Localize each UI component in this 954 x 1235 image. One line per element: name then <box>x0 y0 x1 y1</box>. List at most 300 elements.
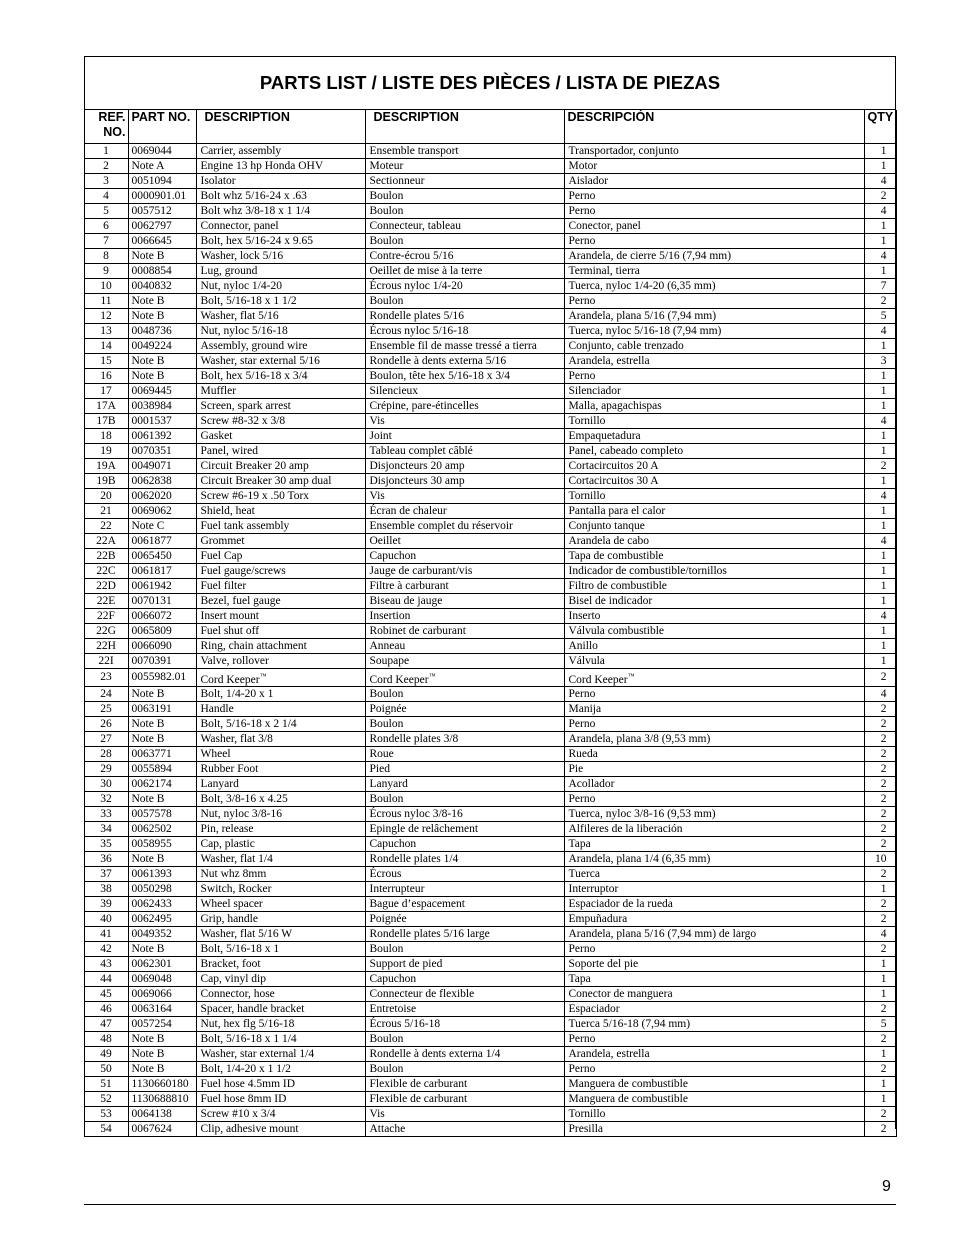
part-number-cell: Note B <box>128 732 196 747</box>
qty-cell: 2 <box>864 942 896 957</box>
description-en-cell: Nut whz 8mm <box>196 867 365 882</box>
qty-cell: 1 <box>864 1047 896 1062</box>
column-header-qty: QTY <box>864 110 896 143</box>
description-en-cell: Clip, adhesive mount <box>196 1122 365 1137</box>
description-fr-cell: Boulon <box>365 1032 564 1047</box>
description-fr-cell: Disjoncteurs 20 amp <box>365 458 564 473</box>
description-es-cell: Perno <box>564 293 864 308</box>
part-number-cell: 0061817 <box>128 563 196 578</box>
description-fr-cell: Vis <box>365 1107 564 1122</box>
ref-cell: 47 <box>84 1017 128 1032</box>
part-number-cell: 0069044 <box>128 143 196 158</box>
description-es-cell: Espaciador <box>564 1002 864 1017</box>
qty-cell: 1 <box>864 593 896 608</box>
ref-cell: 41 <box>84 927 128 942</box>
description-fr-cell: Sectionneur <box>365 173 564 188</box>
ref-cell: 35 <box>84 837 128 852</box>
table-row <box>84 957 896 972</box>
description-es-cell: Rueda <box>564 747 864 762</box>
table-row <box>84 158 896 173</box>
part-number-cell: Note B <box>128 852 196 867</box>
ref-cell: 22B <box>84 548 128 563</box>
description-es-cell: Silenciador <box>564 383 864 398</box>
description-fr-cell: Entretoise <box>365 1002 564 1017</box>
description-fr-cell: Rondelle plates 3/8 <box>365 732 564 747</box>
table-row <box>84 188 896 203</box>
footer-rule <box>84 1204 896 1205</box>
description-en-cell: Valve, rollover <box>196 653 365 668</box>
description-es-cell: Tornillo <box>564 413 864 428</box>
qty-cell: 2 <box>864 777 896 792</box>
description-fr-cell: Contre-écrou 5/16 <box>365 248 564 263</box>
description-en-cell: Screw #10 x 3/4 <box>196 1107 365 1122</box>
part-number-cell: 0057578 <box>128 807 196 822</box>
qty-cell: 1 <box>864 972 896 987</box>
parts-list-frame <box>84 56 896 1136</box>
description-es-cell: Arandela, plana 3/8 (9,53 mm) <box>564 732 864 747</box>
ref-cell: 34 <box>84 822 128 837</box>
table-row <box>84 368 896 383</box>
part-number-cell: 0070351 <box>128 443 196 458</box>
description-fr-cell: Jauge de carburant/vis <box>365 563 564 578</box>
table-header-row <box>84 110 896 143</box>
table-row <box>84 488 896 503</box>
qty-cell: 4 <box>864 413 896 428</box>
ref-cell: 22F <box>84 608 128 623</box>
ref-cell: 5 <box>84 203 128 218</box>
qty-cell: 7 <box>864 278 896 293</box>
description-fr-cell: Oeillet de mise à la terre <box>365 263 564 278</box>
description-en-cell: Panel, wired <box>196 443 365 458</box>
description-es-cell: Aislador <box>564 173 864 188</box>
ref-cell: 9 <box>84 263 128 278</box>
description-en-cell: Fuel Cap <box>196 548 365 563</box>
description-en-cell: Bolt, hex 5/16-18 x 3/4 <box>196 368 365 383</box>
ref-cell: 22I <box>84 653 128 668</box>
part-number-cell: 0000901.01 <box>128 188 196 203</box>
description-en-cell: Screw #6-19 x .50 Torx <box>196 488 365 503</box>
description-en-cell: Bolt, 5/16-18 x 2 1/4 <box>196 717 365 732</box>
description-es-cell: Perno <box>564 233 864 248</box>
ref-cell: 19 <box>84 443 128 458</box>
description-fr-cell: Rondelle plates 1/4 <box>365 852 564 867</box>
qty-cell: 1 <box>864 233 896 248</box>
description-fr-cell: Ensemble transport <box>365 143 564 158</box>
part-number-cell: 0051094 <box>128 173 196 188</box>
part-number-cell: 0062020 <box>128 488 196 503</box>
qty-cell: 1 <box>864 503 896 518</box>
ref-cell: 53 <box>84 1107 128 1122</box>
qty-cell: 1 <box>864 578 896 593</box>
qty-cell: 2 <box>864 822 896 837</box>
ref-cell: 16 <box>84 368 128 383</box>
description-fr-cell: Flexible de carburant <box>365 1077 564 1092</box>
ref-cell: 10 <box>84 278 128 293</box>
table-row <box>84 867 896 882</box>
description-es-cell: Soporte del pie <box>564 957 864 972</box>
description-es-cell: Perno <box>564 792 864 807</box>
qty-cell: 1 <box>864 368 896 383</box>
table-row <box>84 248 896 263</box>
description-en-cell: Washer, flat 1/4 <box>196 852 365 867</box>
description-fr-cell: Rondelle à dents externa 1/4 <box>365 1047 564 1062</box>
table-row <box>84 533 896 548</box>
part-number-cell: 0063191 <box>128 702 196 717</box>
table-row <box>84 203 896 218</box>
table-row <box>84 413 896 428</box>
table-row <box>84 732 896 747</box>
description-en-cell: Bolt, 1/4-20 x 1 1/2 <box>196 1062 365 1077</box>
table-row <box>84 852 896 867</box>
description-en-cell: Bezel, fuel gauge <box>196 593 365 608</box>
table-row <box>84 323 896 338</box>
qty-cell: 1 <box>864 338 896 353</box>
table-row <box>84 233 896 248</box>
part-number-cell: 0069445 <box>128 383 196 398</box>
part-number-cell: 0062301 <box>128 957 196 972</box>
part-number-cell: 0061392 <box>128 428 196 443</box>
part-number-cell: 0061877 <box>128 533 196 548</box>
ref-cell: 52 <box>84 1092 128 1107</box>
description-es-cell: Arandela de cabo <box>564 533 864 548</box>
description-fr-cell: Boulon <box>365 233 564 248</box>
part-number-cell: 0050298 <box>128 882 196 897</box>
part-number-cell: 0065450 <box>128 548 196 563</box>
ref-cell: 12 <box>84 308 128 323</box>
description-es-cell: Tapa <box>564 837 864 852</box>
description-fr-cell: Boulon <box>365 717 564 732</box>
description-en-cell: Wheel spacer <box>196 897 365 912</box>
table-row <box>84 882 896 897</box>
description-es-cell: Tuerca, nyloc 3/8-16 (9,53 mm) <box>564 807 864 822</box>
description-es-cell: Conector de manguera <box>564 987 864 1002</box>
part-number-cell: 0062797 <box>128 218 196 233</box>
description-en-cell: Rubber Foot <box>196 762 365 777</box>
part-number-cell: 0069048 <box>128 972 196 987</box>
description-en-cell: Engine 13 hp Honda OHV <box>196 158 365 173</box>
part-number-cell: 1130660180 <box>128 1077 196 1092</box>
description-es-cell: Conjunto, cable trenzado <box>564 338 864 353</box>
description-fr-cell: Ensemble complet du réservoir <box>365 518 564 533</box>
part-number-cell: 0038984 <box>128 398 196 413</box>
description-fr-cell: Roue <box>365 747 564 762</box>
description-en-cell: Screw #8-32 x 3/8 <box>196 413 365 428</box>
description-en-cell: Carrier, assembly <box>196 143 365 158</box>
description-es-cell: Tornillo <box>564 488 864 503</box>
description-fr-cell: Silencieux <box>365 383 564 398</box>
qty-cell: 1 <box>864 398 896 413</box>
description-en-cell: Connector, hose <box>196 987 365 1002</box>
qty-cell: 2 <box>864 1122 896 1137</box>
part-number-cell: 0062433 <box>128 897 196 912</box>
part-number-cell: 0063164 <box>128 1002 196 1017</box>
part-number-cell: 0062838 <box>128 473 196 488</box>
table-row <box>84 173 896 188</box>
description-es-cell: Perno <box>564 942 864 957</box>
qty-cell: 1 <box>864 1092 896 1107</box>
description-es-cell: Espaciador de la rueda <box>564 897 864 912</box>
ref-cell: 1 <box>84 143 128 158</box>
part-number-cell: 0061393 <box>128 867 196 882</box>
description-en-cell: Fuel gauge/screws <box>196 563 365 578</box>
ref-cell: 37 <box>84 867 128 882</box>
table-row <box>84 1002 896 1017</box>
description-fr-cell: Écrous nyloc 1/4-20 <box>365 278 564 293</box>
qty-cell: 2 <box>864 1032 896 1047</box>
part-number-cell: Note B <box>128 353 196 368</box>
ref-cell: 6 <box>84 218 128 233</box>
description-en-cell: Assembly, ground wire <box>196 338 365 353</box>
table-row <box>84 668 896 687</box>
ref-cell: 32 <box>84 792 128 807</box>
description-en-cell: Spacer, handle bracket <box>196 1002 365 1017</box>
ref-cell: 17A <box>84 398 128 413</box>
description-es-cell: Válvula <box>564 653 864 668</box>
ref-cell: 26 <box>84 717 128 732</box>
description-fr-cell: Boulon <box>365 1062 564 1077</box>
description-fr-cell: Flexible de carburant <box>365 1092 564 1107</box>
description-fr-cell: Disjoncteurs 30 amp <box>365 473 564 488</box>
qty-cell: 4 <box>864 203 896 218</box>
description-fr-cell: Poignée <box>365 912 564 927</box>
ref-cell: 22 <box>84 518 128 533</box>
description-fr-cell: Boulon <box>365 792 564 807</box>
part-number-cell: 0040832 <box>128 278 196 293</box>
table-row <box>84 338 896 353</box>
description-es-cell: Motor <box>564 158 864 173</box>
description-es-cell: Terminal, tierra <box>564 263 864 278</box>
description-en-cell: Washer, flat 3/8 <box>196 732 365 747</box>
description-fr-cell: Poignée <box>365 702 564 717</box>
qty-cell: 2 <box>864 762 896 777</box>
table-row <box>84 1122 896 1137</box>
table-row <box>84 897 896 912</box>
description-en-cell: Insert mount <box>196 608 365 623</box>
description-en-cell: Washer, star external 1/4 <box>196 1047 365 1062</box>
description-fr-cell: Capuchon <box>365 972 564 987</box>
description-en-cell: Switch, Rocker <box>196 882 365 897</box>
description-es-cell: Bisel de indicador <box>564 593 864 608</box>
table-row <box>84 1077 896 1092</box>
description-fr-cell: Attache <box>365 1122 564 1137</box>
description-es-cell: Perno <box>564 687 864 702</box>
description-fr-cell: Joint <box>365 428 564 443</box>
description-fr-cell: Capuchon <box>365 837 564 852</box>
part-number-cell: 0062502 <box>128 822 196 837</box>
description-fr-cell: Rondelle plates 5/16 <box>365 308 564 323</box>
description-en-cell: Cord Keeper™ <box>196 668 365 687</box>
description-es-cell: Inserto <box>564 608 864 623</box>
qty-cell: 2 <box>864 837 896 852</box>
description-es-cell: Arandela, plana 1/4 (6,35 mm) <box>564 852 864 867</box>
description-es-cell: Perno <box>564 717 864 732</box>
description-es-cell: Arandela, plana 5/16 (7,94 mm) <box>564 308 864 323</box>
description-fr-cell: Soupape <box>365 653 564 668</box>
qty-cell: 1 <box>864 548 896 563</box>
qty-cell: 2 <box>864 1002 896 1017</box>
part-number-cell: Note B <box>128 1032 196 1047</box>
table-row <box>84 608 896 623</box>
table-row <box>84 638 896 653</box>
ref-cell: 30 <box>84 777 128 792</box>
qty-cell: 2 <box>864 188 896 203</box>
qty-cell: 1 <box>864 143 896 158</box>
qty-cell: 4 <box>864 533 896 548</box>
table-row <box>84 353 896 368</box>
description-en-cell: Grommet <box>196 533 365 548</box>
description-en-cell: Nut, nyloc 5/16-18 <box>196 323 365 338</box>
description-en-cell: Bolt, 5/16-18 x 1 <box>196 942 365 957</box>
part-number-cell: 0058955 <box>128 837 196 852</box>
part-number-cell: Note B <box>128 293 196 308</box>
description-es-cell: Arandela, de cierre 5/16 (7,94 mm) <box>564 248 864 263</box>
page-number: 9 <box>882 1178 891 1195</box>
ref-cell: 51 <box>84 1077 128 1092</box>
part-number-cell: 0066072 <box>128 608 196 623</box>
ref-cell: 48 <box>84 1032 128 1047</box>
ref-cell: 22A <box>84 533 128 548</box>
ref-cell: 23 <box>84 668 128 687</box>
description-es-cell: Arandela, estrella <box>564 1047 864 1062</box>
part-number-cell: 0049071 <box>128 458 196 473</box>
qty-cell: 4 <box>864 927 896 942</box>
description-es-cell: Perno <box>564 1032 864 1047</box>
table-row <box>84 807 896 822</box>
ref-cell: 8 <box>84 248 128 263</box>
description-es-cell: Malla, apagachispas <box>564 398 864 413</box>
table-row <box>84 218 896 233</box>
ref-cell: 42 <box>84 942 128 957</box>
table-row <box>84 747 896 762</box>
qty-cell: 2 <box>864 732 896 747</box>
table-row <box>84 518 896 533</box>
ref-cell: 19B <box>84 473 128 488</box>
description-fr-cell: Boulon <box>365 942 564 957</box>
description-en-cell: Bracket, foot <box>196 957 365 972</box>
ref-cell: 22H <box>84 638 128 653</box>
description-es-cell: Cortacircuitos 20 A <box>564 458 864 473</box>
description-es-cell: Arandela, estrella <box>564 353 864 368</box>
description-fr-cell: Oeillet <box>365 533 564 548</box>
ref-cell: 19A <box>84 458 128 473</box>
table-row <box>84 1062 896 1077</box>
qty-cell: 1 <box>864 518 896 533</box>
description-es-cell: Presilla <box>564 1122 864 1137</box>
table-row <box>84 623 896 638</box>
description-es-cell: Anillo <box>564 638 864 653</box>
table-row <box>84 717 896 732</box>
description-en-cell: Fuel shut off <box>196 623 365 638</box>
table-row <box>84 762 896 777</box>
parts-table <box>84 110 897 1137</box>
description-en-cell: Screen, spark arrest <box>196 398 365 413</box>
table-row <box>84 837 896 852</box>
table-row <box>84 458 896 473</box>
ref-cell: 22E <box>84 593 128 608</box>
description-es-cell: Pie <box>564 762 864 777</box>
qty-cell: 1 <box>864 653 896 668</box>
ref-cell: 54 <box>84 1122 128 1137</box>
ref-cell: 24 <box>84 687 128 702</box>
part-number-cell: Note C <box>128 518 196 533</box>
description-fr-cell: Connecteur, tableau <box>365 218 564 233</box>
description-en-cell: Nut, nyloc 3/8-16 <box>196 807 365 822</box>
table-row <box>84 383 896 398</box>
qty-cell: 2 <box>864 807 896 822</box>
table-row <box>84 1032 896 1047</box>
ref-cell: 20 <box>84 488 128 503</box>
description-fr-cell: Boulon <box>365 188 564 203</box>
ref-cell: 7 <box>84 233 128 248</box>
description-es-cell: Interruptor <box>564 882 864 897</box>
description-es-cell: Manguera de combustible <box>564 1077 864 1092</box>
description-fr-cell: Boulon <box>365 687 564 702</box>
qty-cell: 4 <box>864 173 896 188</box>
description-en-cell: Shield, heat <box>196 503 365 518</box>
ref-cell: 15 <box>84 353 128 368</box>
part-number-cell: Note B <box>128 717 196 732</box>
description-en-cell: Cap, plastic <box>196 837 365 852</box>
qty-cell: 2 <box>864 717 896 732</box>
description-en-cell: Fuel tank assembly <box>196 518 365 533</box>
table-row <box>84 777 896 792</box>
part-number-cell: Note B <box>128 942 196 957</box>
description-fr-cell: Tableau complet câblé <box>365 443 564 458</box>
part-number-cell: 0065809 <box>128 623 196 638</box>
part-number-cell: 0069066 <box>128 987 196 1002</box>
qty-cell: 1 <box>864 957 896 972</box>
column-header-description-en: DESCRIPTION <box>196 110 365 143</box>
description-en-cell: Bolt, hex 5/16-24 x 9.65 <box>196 233 365 248</box>
description-es-cell: Acollador <box>564 777 864 792</box>
description-es-cell: Válvula combustible <box>564 623 864 638</box>
description-fr-cell: Vis <box>365 488 564 503</box>
description-fr-cell: Lanyard <box>365 777 564 792</box>
description-fr-cell: Filtre à carburant <box>365 578 564 593</box>
description-en-cell: Circuit Breaker 30 amp dual <box>196 473 365 488</box>
qty-cell: 1 <box>864 428 896 443</box>
description-en-cell: Fuel hose 8mm ID <box>196 1092 365 1107</box>
ref-cell: 14 <box>84 338 128 353</box>
description-en-cell: Pin, release <box>196 822 365 837</box>
part-number-cell: Note A <box>128 158 196 173</box>
ref-cell: 40 <box>84 912 128 927</box>
description-en-cell: Connector, panel <box>196 218 365 233</box>
qty-cell: 2 <box>864 1107 896 1122</box>
qty-cell: 1 <box>864 383 896 398</box>
description-en-cell: Cap, vinyl dip <box>196 972 365 987</box>
description-en-cell: Washer, star external 5/16 <box>196 353 365 368</box>
table-row <box>84 822 896 837</box>
part-number-cell: 0055982.01 <box>128 668 196 687</box>
ref-cell: 27 <box>84 732 128 747</box>
part-number-cell: 0001537 <box>128 413 196 428</box>
part-number-cell: 0070131 <box>128 593 196 608</box>
qty-cell: 2 <box>864 792 896 807</box>
table-row <box>84 942 896 957</box>
table-row <box>84 1017 896 1032</box>
ref-cell: 21 <box>84 503 128 518</box>
table-row <box>84 563 896 578</box>
qty-cell: 2 <box>864 912 896 927</box>
part-number-cell: 0062495 <box>128 912 196 927</box>
description-fr-cell: Crépine, pare-étincelles <box>365 398 564 413</box>
table-row <box>84 912 896 927</box>
description-es-cell: Pantalla para el calor <box>564 503 864 518</box>
table-row <box>84 792 896 807</box>
table-row <box>84 428 896 443</box>
ref-cell: 36 <box>84 852 128 867</box>
